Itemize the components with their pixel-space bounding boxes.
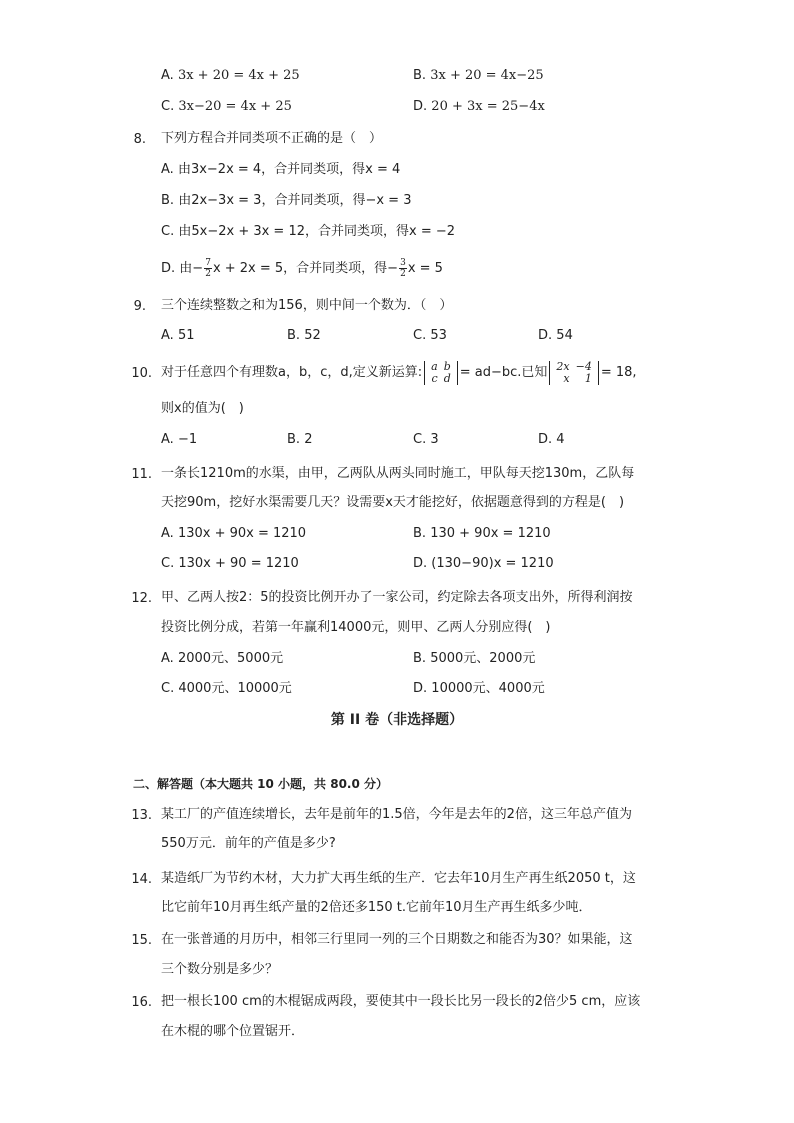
q12-stem-line2: 投资比例分成，若第一年赢利14000元，则甲、乙两人分别应得( ) [161, 620, 551, 635]
option-text: 3x−20 = 4x + 25 [178, 99, 292, 114]
option-label: A. [161, 651, 174, 666]
section-title: 第 II 卷（非选择题） [330, 712, 464, 728]
option-text: 130x + 90 = 1210 [178, 556, 299, 571]
q11-stem-line1: 一条长1210m的水渠，由甲，乙两队从两头同时施工，甲队每天挖130m，乙队每 [161, 466, 635, 481]
determinant-definition [424, 361, 458, 385]
option-label: C. [161, 99, 175, 114]
option-label: D. [538, 432, 553, 447]
option-label: C. [161, 681, 175, 696]
q12-option-b [413, 650, 535, 668]
option-label: A. [161, 68, 174, 83]
option-label: A. [161, 432, 174, 447]
matrix-cell: 2x [556, 359, 570, 373]
option-label: D. [413, 681, 428, 696]
q9-number: 9. [133, 299, 146, 314]
option-text: −1 [177, 432, 198, 447]
q11-number: 11. [131, 467, 152, 482]
option-label: B. [161, 193, 175, 208]
option-label: A. [161, 162, 174, 177]
q14-number: 14. [131, 872, 152, 887]
q8-option-b [161, 192, 411, 210]
option-text: 53 [430, 328, 447, 343]
option-text: 3x + 20 = 4x + 25 [177, 68, 300, 83]
fraction-denominator: 2 [400, 269, 406, 279]
stem-text: = 18, [600, 365, 637, 380]
q8-number: 8. [133, 132, 146, 147]
matrix-cell: −4 [575, 359, 592, 373]
q9-option-a [161, 327, 194, 345]
q15-line2: 三个数分别是多少？ [161, 962, 279, 977]
option-label: C. [413, 432, 427, 447]
option-text: 54 [556, 328, 573, 343]
q8-option-c [161, 223, 455, 241]
q7-option-b [413, 67, 544, 85]
option-label: C. [161, 224, 175, 239]
q10-option-b [287, 431, 312, 449]
option-text: 52 [304, 328, 321, 343]
stem-text: = ad−bc.已知 [459, 365, 548, 380]
fraction-denominator: 2 [205, 269, 211, 279]
q13-line2: 550万元．前年的产值是多少? [161, 836, 336, 851]
determinant-given [549, 361, 598, 385]
q11-option-d [413, 555, 554, 573]
option-text: 10000元、4000元 [431, 681, 545, 696]
option-label: B. [413, 526, 427, 541]
q8-option-a [161, 161, 400, 179]
q11-option-a [161, 525, 306, 543]
option-text: x = 5 [407, 261, 443, 276]
option-text: 3 [430, 432, 439, 447]
q7-option-d [413, 98, 545, 116]
option-text: 由2x−3x = 3，合并同类项，得−x = 3 [178, 193, 412, 208]
option-text: 由3x−2x = 4，合并同类项，得x = 4 [177, 162, 401, 177]
q7-option-a [161, 67, 300, 85]
option-text: 130 + 90x = 1210 [430, 526, 551, 541]
q15-number: 15. [131, 933, 152, 948]
q16-line2: 在木棍的哪个位置锯开． [161, 1024, 305, 1039]
matrix-cell: 1 [584, 371, 592, 385]
option-label: B. [287, 328, 301, 343]
q13-line1: 某工厂的产值连续增长，去年是前年的1.5倍，今年是去年的2倍，这三年总产值为 [161, 807, 632, 822]
option-text: (130−90)x = 1210 [431, 556, 554, 571]
q14-line2: 比它前年10月再生纸产量的2倍还多150 t.它前年10月生产再生纸多少吨． [161, 900, 592, 915]
fraction [204, 258, 212, 279]
q10-option-c [413, 431, 439, 449]
matrix-cell: b [443, 359, 451, 373]
matrix-cell: x [563, 371, 570, 385]
q12-option-c [161, 680, 292, 698]
option-text: 51 [177, 328, 195, 343]
q12-number: 12. [131, 591, 152, 606]
q9-stem: 三个连续整数之和为156，则中间一个数为．（ ） [161, 298, 453, 313]
option-text: 4000元、10000元 [178, 681, 292, 696]
option-label: C. [161, 556, 175, 571]
part-heading: 二、解答题（本大题共 10 小题，共 80.0 分） [133, 777, 389, 791]
option-label: D. [413, 99, 428, 114]
q8-option-d [161, 258, 443, 279]
q10-option-d [538, 431, 565, 449]
option-text: 由5x−2x + 3x = 12，合并同类项，得x = −2 [178, 224, 456, 239]
stem-text: 对于任意四个有理数a，b，c，d,定义新运算: [161, 365, 423, 380]
option-text: 130x + 90x = 1210 [177, 526, 307, 541]
q10-option-a [161, 431, 197, 449]
q10-stem [161, 358, 637, 388]
q12-option-d [413, 680, 545, 698]
option-text: x + 2x = 5，合并同类项，得− [212, 261, 399, 276]
q11-option-b [413, 525, 551, 543]
q7-option-c [161, 98, 292, 116]
q12-stem-line1: 甲、乙两人按2：5的投资比例开办了一家公司，约定除去各项支出外，所得利润按 [161, 590, 633, 605]
q11-stem-line2: 天挖90m，挖好水渠需要几天？设需要x天才能挖好，依据题意得到的方程是( ) [161, 495, 625, 510]
option-text: 20 + 3x = 25−4x [431, 99, 545, 114]
q13-number: 13. [131, 808, 152, 823]
option-label: B. [287, 432, 301, 447]
q12-option-a [161, 650, 283, 668]
option-text: 2000元、5000元 [177, 651, 284, 666]
q16-number: 16. [131, 995, 152, 1010]
q11-option-c [161, 555, 299, 573]
fraction [399, 258, 407, 279]
matrix-cell: a [431, 359, 438, 373]
option-text: 5000元、2000元 [430, 651, 536, 666]
option-text: 3x + 20 = 4x−25 [430, 68, 544, 83]
q10-number: 10. [131, 366, 152, 381]
q15-line1: 在一张普通的月历中，相邻三行里同一列的三个日期数之和能否为30？如果能，这 [161, 932, 633, 947]
q10-stem-line2: 则x的值为( ) [161, 401, 244, 416]
q9-option-c [413, 327, 447, 345]
q9-option-d [538, 327, 573, 345]
option-label: D. [161, 261, 176, 276]
matrix-cell: d [443, 371, 451, 385]
q16-line1: 把一根长100 cm的木棍锯成两段，要使其中一段长比另一段长的2倍少5 cm，应该 [161, 994, 641, 1009]
option-text: 由− [179, 261, 204, 276]
q8-stem: 下列方程合并同类项不正确的是（ ） [161, 131, 383, 146]
fraction-numerator: 7 [205, 258, 211, 268]
option-text: 4 [556, 432, 565, 447]
fraction-numerator: 3 [400, 258, 406, 268]
matrix-cell: c [431, 371, 438, 385]
option-label: D. [413, 556, 428, 571]
option-label: B. [413, 651, 427, 666]
option-label: A. [161, 526, 174, 541]
q9-option-b [287, 327, 321, 345]
option-label: A. [161, 328, 174, 343]
option-label: C. [413, 328, 427, 343]
option-label: B. [413, 68, 427, 83]
option-text: 2 [304, 432, 313, 447]
q14-line1: 某造纸厂为节约木材，大力扩大再生纸的生产．它去年10月生产再生纸2050 t，这 [161, 871, 636, 886]
option-label: D. [538, 328, 553, 343]
